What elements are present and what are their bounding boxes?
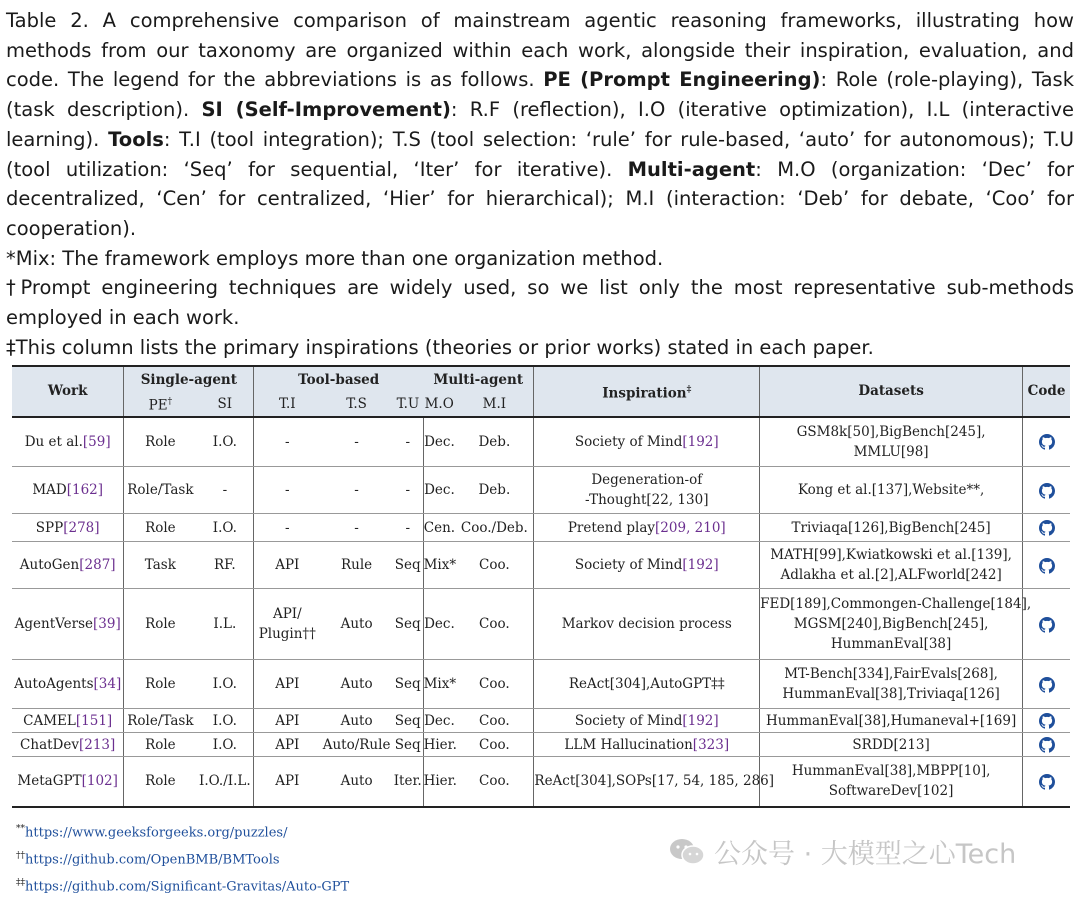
cell-ts: - <box>320 514 393 542</box>
github-icon <box>1039 520 1055 536</box>
cell-ts: - <box>320 467 393 514</box>
code-link[interactable] <box>1023 417 1070 467</box>
cell-si: I.O. <box>196 514 253 542</box>
cell-inspiration: Society of Mind[192] <box>534 542 760 589</box>
caption-note-pe: †Prompt engineering techniques are widely used, so we list only the most representative sub-methods employed in each work. <box>6 276 1074 330</box>
cell-inspiration: Markov decision process <box>534 589 760 660</box>
cell-pe: Task <box>124 542 197 589</box>
cell-pe: Role <box>124 660 197 709</box>
cell-datasets: HummanEval[38],Humaneval+[169] <box>760 709 1023 733</box>
cell-si: I.L. <box>196 589 253 660</box>
cell-work: AgentVerse[39] <box>12 589 124 660</box>
cell-mo: Hier. <box>423 757 455 807</box>
cell-tu: Seq <box>393 660 423 709</box>
cell-work: SPP[278] <box>12 514 124 542</box>
cell-si: I.O./I.L. <box>196 757 253 807</box>
caption-note-mix: *Mix: The framework employs more than one organization method. <box>6 246 664 270</box>
cell-inspiration: ReAct[304],AutoGPT‡‡ <box>534 660 760 709</box>
cell-si: I.O. <box>196 417 253 467</box>
cell-mi: Coo. <box>455 733 534 757</box>
cell-datasets: GSM8k[50],BigBench[245], MMLU[98] <box>760 417 1023 467</box>
header-pe: PE† <box>124 392 197 417</box>
footnotes <box>16 818 349 898</box>
cell-mi: Deb. <box>455 467 534 514</box>
header-multi-agent: Multi-agent <box>423 366 534 392</box>
cell-pe: Role <box>124 589 197 660</box>
cell-work: AutoGen[287] <box>12 542 124 589</box>
header-tu: T.U <box>393 392 423 417</box>
table-row <box>12 542 1070 589</box>
cell-inspiration: Society of Mind[192] <box>534 709 760 733</box>
table-row <box>12 514 1070 542</box>
table-row <box>12 733 1070 757</box>
cell-mi: Coo. <box>455 542 534 589</box>
cell-mi: Coo. <box>455 757 534 807</box>
cell-mi: Deb. <box>455 417 534 467</box>
code-link[interactable] <box>1023 709 1070 733</box>
footnote-3[interactable]: ‡‡https://github.com/Significant-Gravitas/Auto-GPT <box>16 877 350 894</box>
table-row <box>12 660 1070 709</box>
code-link[interactable] <box>1023 757 1070 807</box>
header-code: Code <box>1023 366 1070 417</box>
github-icon <box>1039 483 1055 499</box>
table-row <box>12 589 1070 660</box>
cell-datasets: Kong et al.[137],Website**, <box>760 467 1023 514</box>
code-link[interactable] <box>1023 733 1070 757</box>
cell-si: - <box>196 467 253 514</box>
cell-tu: Seq <box>393 709 423 733</box>
cell-work: CAMEL[151] <box>12 709 124 733</box>
header-work: Work <box>12 366 124 417</box>
cell-tu: Seq <box>393 733 423 757</box>
cell-mo: Mix* <box>423 660 455 709</box>
comparison-table <box>12 365 1070 808</box>
github-icon <box>1039 558 1055 574</box>
cell-work: Du et al.[59] <box>12 417 124 467</box>
cell-tu: Seq <box>393 589 423 660</box>
header-mo: M.O <box>423 392 455 417</box>
cell-inspiration: LLM Hallucination[323] <box>534 733 760 757</box>
cell-pe: Role <box>124 514 197 542</box>
code-link[interactable] <box>1023 660 1070 709</box>
cell-ts: Auto/Rule <box>320 733 393 757</box>
github-icon <box>1039 677 1055 693</box>
cell-ti: API/ Plugin†† <box>254 589 321 660</box>
code-link[interactable] <box>1023 467 1070 514</box>
cell-ts: Auto <box>320 589 393 660</box>
cell-si: I.O. <box>196 709 253 733</box>
cell-mo: Hier. <box>423 733 455 757</box>
cell-mo: Dec. <box>423 589 455 660</box>
cell-datasets: Triviaqa[126],BigBench[245] <box>760 514 1023 542</box>
cell-tu: - <box>393 467 423 514</box>
header-inspiration: Inspiration‡ <box>534 366 760 417</box>
footnote-2[interactable]: ††https://github.com/OpenBMB/BMTools <box>16 850 280 868</box>
table-row <box>12 709 1070 733</box>
cell-inspiration: Society of Mind[192] <box>534 417 760 467</box>
table-row <box>12 417 1070 467</box>
cell-mo: Mix* <box>423 542 455 589</box>
cell-tu: - <box>393 417 423 467</box>
cell-ti: API <box>254 709 321 733</box>
comparison-table-wrap <box>12 365 1070 808</box>
cell-mi: Coo. <box>455 709 534 733</box>
header-tool-based: Tool-based <box>254 366 423 392</box>
header-mi: M.I <box>455 392 534 417</box>
cell-work: AutoAgents[34] <box>12 660 124 709</box>
cell-mo: Cen. <box>423 514 455 542</box>
wechat-icon <box>668 837 706 867</box>
header-single-agent: Single-agent <box>124 366 254 392</box>
cell-mi: Coo. <box>455 660 534 709</box>
table-row <box>12 467 1070 514</box>
cell-ts: Rule <box>320 542 393 589</box>
watermark-text: 公众号 · 大模型之心Tech <box>714 839 1017 870</box>
cell-ti: API <box>254 660 321 709</box>
cell-ti: API <box>254 542 321 589</box>
cell-datasets: MATH[99],Kwiatkowski et al.[139], Adlakha et al.[2],ALFworld[242] <box>760 542 1023 589</box>
cell-pe: Role/Task <box>124 709 197 733</box>
cell-mi: Coo./Deb. <box>455 514 534 542</box>
cell-si: I.O. <box>196 733 253 757</box>
cell-datasets: SRDD[213] <box>760 733 1023 757</box>
header-datasets: Datasets <box>760 366 1023 417</box>
cell-tu: Seq <box>393 542 423 589</box>
cell-mo: Dec. <box>423 709 455 733</box>
cell-ti: - <box>254 514 321 542</box>
cell-ti: API <box>254 757 321 807</box>
footnote-1[interactable]: **https://www.geeksforgeeks.org/puzzles/ <box>16 824 288 841</box>
cell-mi: Coo. <box>455 589 534 660</box>
cell-ts: - <box>320 417 393 467</box>
cell-ti: - <box>254 417 321 467</box>
cell-inspiration: Pretend play[209, 210] <box>534 514 760 542</box>
code-link[interactable] <box>1023 542 1070 589</box>
cell-mo: Dec. <box>423 417 455 467</box>
cell-datasets: HummanEval[38],MBPP[10], SoftwareDev[102] <box>760 757 1023 807</box>
cell-datasets: MT-Bench[334],FairEvals[268], HummanEval[38],Triviaqa[126] <box>760 660 1023 709</box>
cell-pe: Role/Task <box>124 467 197 514</box>
cell-work: MetaGPT[102] <box>12 757 124 807</box>
cell-datasets: FED[189],Commongen-Challenge[184], MGSM[240],BigBench[245], HummanEval[38] <box>760 589 1023 660</box>
caption-note-inspiration: ‡This column lists the primary inspirations (theories or prior works) stated in each paper. <box>6 335 874 359</box>
cell-pe: Role <box>124 757 197 807</box>
cell-pe: Role <box>124 417 197 467</box>
table-caption <box>6 6 1074 362</box>
header-si: SI <box>196 392 253 417</box>
cell-ti: API <box>254 733 321 757</box>
github-icon <box>1039 737 1055 753</box>
cell-si: I.O. <box>196 660 253 709</box>
cell-pe: Role <box>124 733 197 757</box>
cell-si: RF. <box>196 542 253 589</box>
cell-inspiration: ReAct[304],SOPs[17, 54, 185, 286] <box>534 757 760 807</box>
table-row <box>12 757 1070 807</box>
cell-work: MAD[162] <box>12 467 124 514</box>
cell-work: ChatDev[213] <box>12 733 124 757</box>
github-icon <box>1039 617 1055 633</box>
github-icon <box>1039 774 1055 790</box>
cell-mo: Dec. <box>423 467 455 514</box>
cell-ts: Auto <box>320 757 393 807</box>
cell-ts: Auto <box>320 660 393 709</box>
cell-tu: - <box>393 514 423 542</box>
caption-legend: Table 2. A comprehensive comparison of mainstream agentic reasoning frameworks, illustrating how methods from our taxonomy are organized within each work, alongside their inspiration, evaluation, and code. The legend for the abbreviations is as follows. PE (Prompt Engineering): Role (role-playing), Task (task description). SI (Self-Improvement): R.F (reflection), I.O (iterative optimization), I.L (interactive learning). Tools: T.I (tool integration); T.S (tool selection: ‘rule’ for rule-based, ‘auto’ for autonomous); T.U (tool utilization: ‘Seq’ for sequential, ‘Iter’ for iterative). Multi-agent: M.O (organization: ‘Dec’ for decentralized, ‘Cen’ for centralized, ‘Hier’ for hierarchical); M.I (interaction: ‘Deb’ for debate, ‘Coo’ for cooperation). <box>6 9 1075 240</box>
cell-ti: - <box>254 467 321 514</box>
github-icon <box>1039 713 1055 729</box>
header-ts: T.S <box>320 392 393 417</box>
github-icon <box>1039 434 1055 450</box>
code-link[interactable] <box>1023 514 1070 542</box>
cell-ts: Auto <box>320 709 393 733</box>
cell-tu: Iter. <box>393 757 423 807</box>
watermark <box>668 832 1016 871</box>
cell-inspiration: Degeneration-of -Thought[22, 130] <box>534 467 760 514</box>
header-ti: T.I <box>254 392 321 417</box>
